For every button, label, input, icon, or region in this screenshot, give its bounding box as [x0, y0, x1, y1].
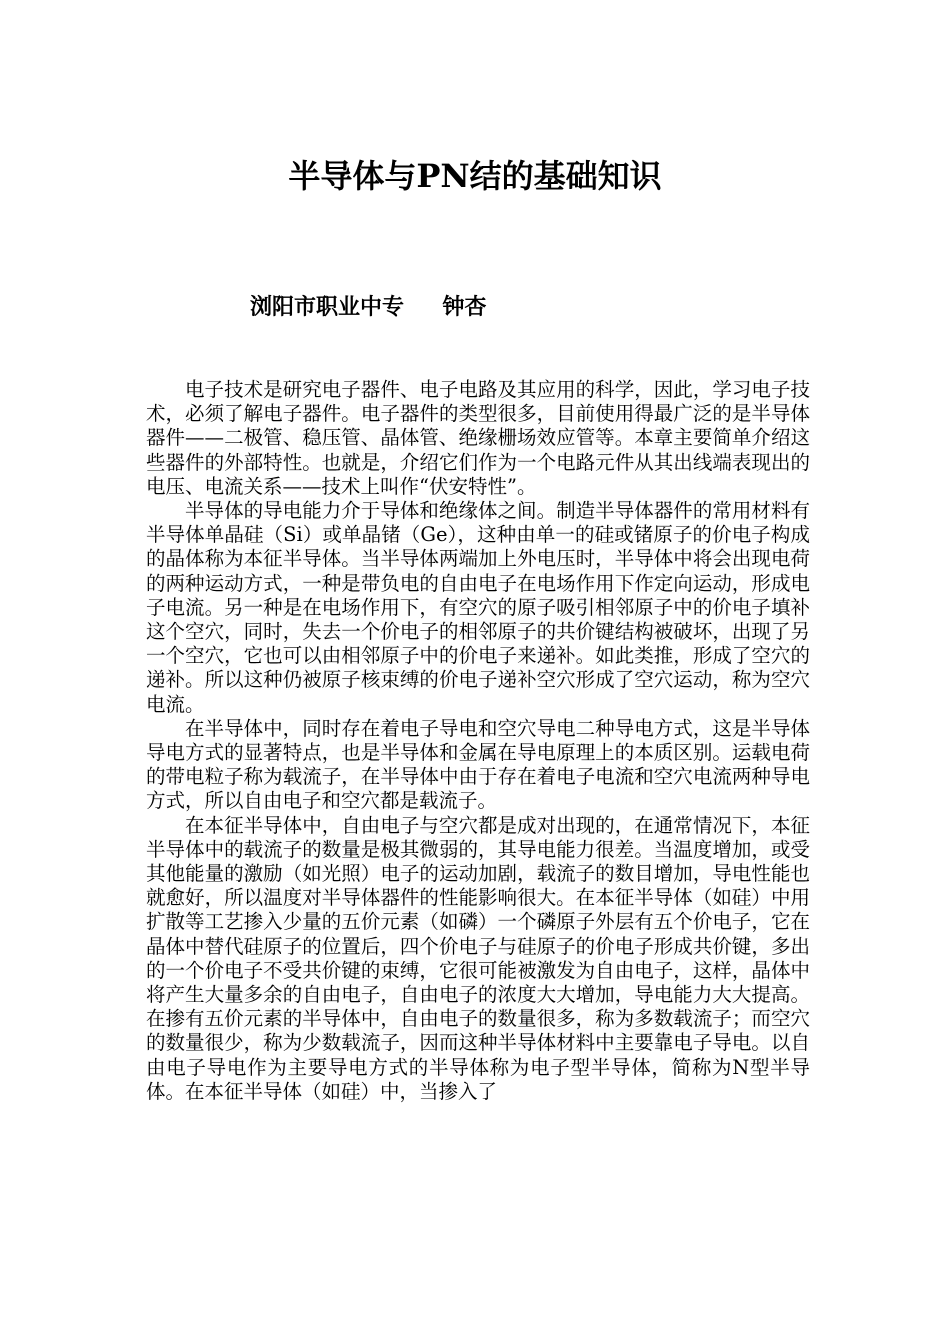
document-body	[146, 378, 810, 1104]
byline-author: 钟杏	[442, 294, 487, 320]
byline-school: 浏阳市职业中专	[250, 294, 405, 320]
paragraph-carriers: 在半导体中，同时存在着电子导电和空穴导电二种导电方式，这是半导体导电方式的显著特点，也是半导体和金属在导电原理上的本质区别。运载电荷的带电粒子称为载流子，在半导体中由于存在着电子电流和空穴电流两种导电方式，所以自由电子和空穴都是载流子。	[146, 716, 810, 813]
paragraph-intrinsic: 在本征半导体中，自由电子与空穴都是成对出现的，在通常情况下，本征半导体中的载流子的数量是极其微弱的，其导电能力很差。当温度增加，或受其他能量的激励（如光照）电子的运动加剧，载流子的数目增加，导电性能也就愈好，所以温度对半导体器件的性能影响很大。在本征半导体（如硅）中用扩散等工艺掺入少量的五价元素（如磷）一个磷原子外层有五个价电子，它在晶体中替代硅原子的位置后，四个价电子与硅原子的价电子形成共价键，多出的一个价电子不受共价键的束缚，它很可能被激发为自由电子，这样，晶体中将产生大量多余的自由电子，自由电子的浓度大大增加，导电能力大大提高。在掺有五价元素的半导体中，自由电子的数量很多，称为多数载流子；而空穴的数量很少，称为少数载流子，因而这种半导体材料中主要靠电子导电。以自由电子导电作为主要导电方式的半导体称为电子型半导体，简称为N型半导体。在本征半导体（如硅）中，当掺入了	[146, 813, 810, 1103]
paragraph-conductivity: 半导体的导电能力介于导体和绝缘体之间。制造半导体器件的常用材料有半导体单晶硅（Si）或单晶锗（Ge），这种由单一的硅或锗原子的价电子构成的晶体称为本征半导体。当半导体两端加上外电压时，半导体中将会出现电荷的两种运动方式，一种是带负电的自由电子在电场作用下作定向运动，形成电子电流。另一种是在电场作用下，有空穴的原子吸引相邻原子中的价电子填补这个空穴，同时，失去一个价电子的相邻原子的共价键结构被破坏，出现了另一个空穴，它也可以由相邻原子中的价电子来递补。如此类推，形成了空穴的递补。所以这种仍被原子核束缚的价电子递补空穴形成了空穴运动，称为空穴电流。	[146, 499, 810, 716]
document-title: 半导体与PN结的基础知识	[288, 157, 662, 195]
byline	[250, 290, 486, 324]
paragraph-intro: 电子技术是研究电子器件、电子电路及其应用的科学，因此，学习电子技术，必须了解电子器件。电子器件的类型很多，目前使用得最广泛的是半导体器件——二极管、稳压管、晶体管、绝缘栅场效应管等。本章主要简单介绍这些器件的外部特性。也就是，介绍它们作为一个电路元件从其出线端表现出的电压、电流关系——技术上叫作“伏安特性”。	[146, 378, 810, 498]
